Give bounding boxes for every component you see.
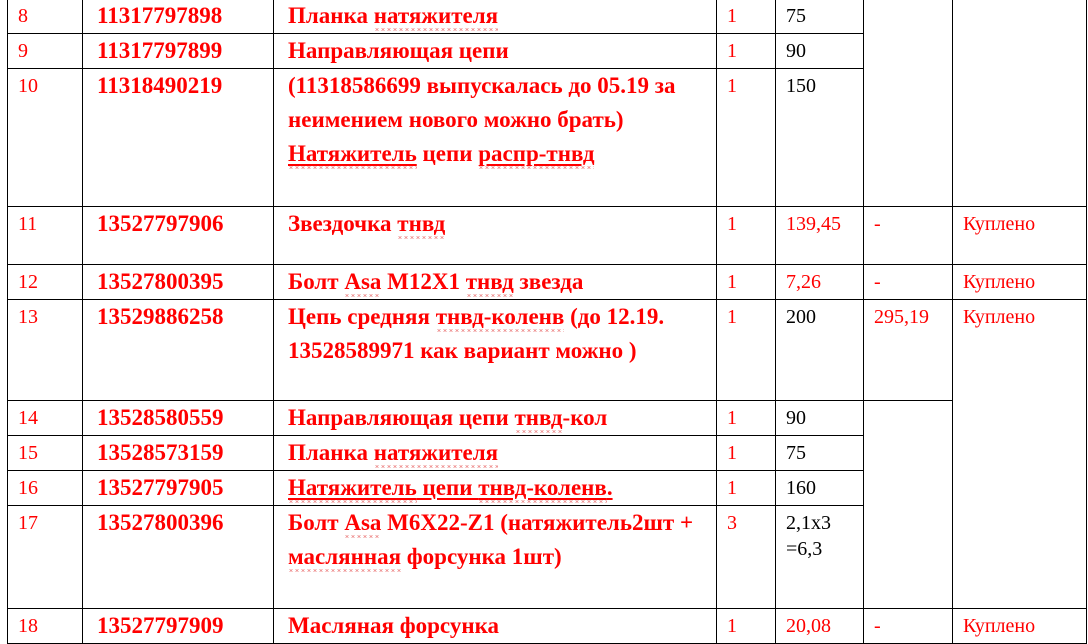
quantity: 1	[717, 401, 776, 436]
text-segment: цепи	[416, 141, 479, 166]
spellcheck-word: тнвд	[466, 269, 514, 297]
total-merged	[864, 0, 953, 207]
text-segment: Направляющая цепи	[288, 38, 509, 63]
quantity: 1	[717, 207, 776, 265]
total: -	[864, 207, 953, 265]
row-number: 15	[8, 436, 83, 471]
total-merged	[864, 401, 953, 609]
table-row	[8, 0, 1087, 34]
price: 75	[776, 0, 864, 34]
text-segment: Планка	[288, 440, 374, 465]
text-segment: Направляющая цепи	[288, 405, 515, 430]
spellcheck-word: Asa	[344, 510, 381, 538]
text-segment: Болт	[288, 510, 345, 535]
price: 20,08	[776, 609, 864, 644]
text-segment: Планка	[288, 3, 374, 28]
part-number: 11318490219	[83, 69, 274, 207]
status-badge: Куплено	[953, 300, 1087, 609]
quantity: 1	[717, 609, 776, 644]
table-row	[8, 609, 1087, 644]
row-number: 8	[8, 0, 83, 34]
price: 2,1x3 =6,3	[776, 506, 864, 609]
text-segment: звезда	[513, 269, 584, 294]
row-number: 9	[8, 34, 83, 69]
part-description	[274, 300, 717, 401]
price: 90	[776, 401, 864, 436]
row-number: 14	[8, 401, 83, 436]
part-description	[274, 34, 717, 69]
price: 75	[776, 436, 864, 471]
spellcheck-word: Натяжитель	[288, 141, 417, 169]
text-segment: M12X1	[381, 269, 466, 294]
quantity: 1	[717, 436, 776, 471]
quantity: 1	[717, 265, 776, 300]
price: 160	[776, 471, 864, 506]
spellcheck-word: тнвд-коленв	[436, 304, 565, 332]
part-description	[274, 0, 717, 34]
parts-table-body	[8, 0, 1087, 644]
part-number: 13528580559	[83, 401, 274, 436]
quantity: 1	[717, 300, 776, 401]
table-row	[8, 207, 1087, 265]
part-number: 11317797898	[83, 0, 274, 34]
spellcheck-word: тнвд	[397, 211, 445, 239]
text-segment: .	[606, 475, 613, 500]
part-description	[274, 69, 717, 207]
total: 295,19	[864, 300, 953, 401]
spellcheck-word: Натяжитель	[288, 475, 417, 503]
text-segment: (до 12.19. 13528589971 как вариант можно )	[288, 304, 665, 363]
part-number: 13527797906	[83, 207, 274, 265]
row-number: 16	[8, 471, 83, 506]
price: 200	[776, 300, 864, 401]
table-row	[8, 300, 1087, 401]
text-segment: M6X22-Z1 (натяжитель2шт +	[381, 510, 694, 535]
price: 150	[776, 69, 864, 207]
spellcheck-word: тнвд-коленв	[478, 475, 607, 503]
part-number: 13527797909	[83, 609, 274, 644]
row-number: 18	[8, 609, 83, 644]
status-merged	[953, 0, 1087, 207]
part-number: 11317797899	[83, 34, 274, 69]
status-badge: Куплено	[953, 609, 1087, 644]
text-segment: Звездочка	[288, 211, 398, 236]
part-number: 13529886258	[83, 300, 274, 401]
quantity: 1	[717, 69, 776, 207]
part-description	[274, 265, 717, 300]
text-segment: Цепь средняя	[288, 304, 436, 329]
part-description	[274, 609, 717, 644]
part-description	[274, 436, 717, 471]
spellcheck-word: распр-тнвд	[478, 141, 594, 169]
quantity: 1	[717, 471, 776, 506]
row-number: 17	[8, 506, 83, 609]
row-number: 10	[8, 69, 83, 207]
text-segment: форсунка 1шт)	[401, 544, 562, 569]
part-description	[274, 471, 717, 506]
price: 7,26	[776, 265, 864, 300]
part-description	[274, 401, 717, 436]
spellcheck-word: тнвд	[515, 405, 563, 433]
price: 139,45	[776, 207, 864, 265]
status-badge: Куплено	[953, 265, 1087, 300]
total: -	[864, 609, 953, 644]
row-number: 12	[8, 265, 83, 300]
row-number: 13	[8, 300, 83, 401]
part-number: 13527800395	[83, 265, 274, 300]
part-description	[274, 506, 717, 609]
part-description	[274, 207, 717, 265]
status-badge: Куплено	[953, 207, 1087, 265]
text-segment: (11318586699 выпускалась до 05.19 за неимением нового можно брать)	[288, 73, 676, 132]
row-number: 11	[8, 207, 83, 265]
part-number: 13527800396	[83, 506, 274, 609]
spellcheck-word: Asa	[344, 269, 381, 297]
quantity: 3	[717, 506, 776, 609]
text-segment: -кол	[562, 405, 608, 430]
text-segment: Масляная форсунка	[288, 613, 499, 638]
quantity: 1	[717, 34, 776, 69]
price: 90	[776, 34, 864, 69]
spellcheck-word: натяжителя	[374, 3, 498, 31]
table-row	[8, 265, 1087, 300]
part-number: 13527797905	[83, 471, 274, 506]
parts-table	[7, 0, 1087, 644]
spellcheck-word: натяжителя	[374, 440, 498, 468]
text-segment: Болт	[288, 269, 345, 294]
table-row	[8, 401, 1087, 436]
quantity: 1	[717, 0, 776, 34]
part-number: 13528573159	[83, 436, 274, 471]
text-segment: цепи	[416, 475, 479, 500]
spellcheck-word: маслянная	[288, 544, 401, 572]
total: -	[864, 265, 953, 300]
